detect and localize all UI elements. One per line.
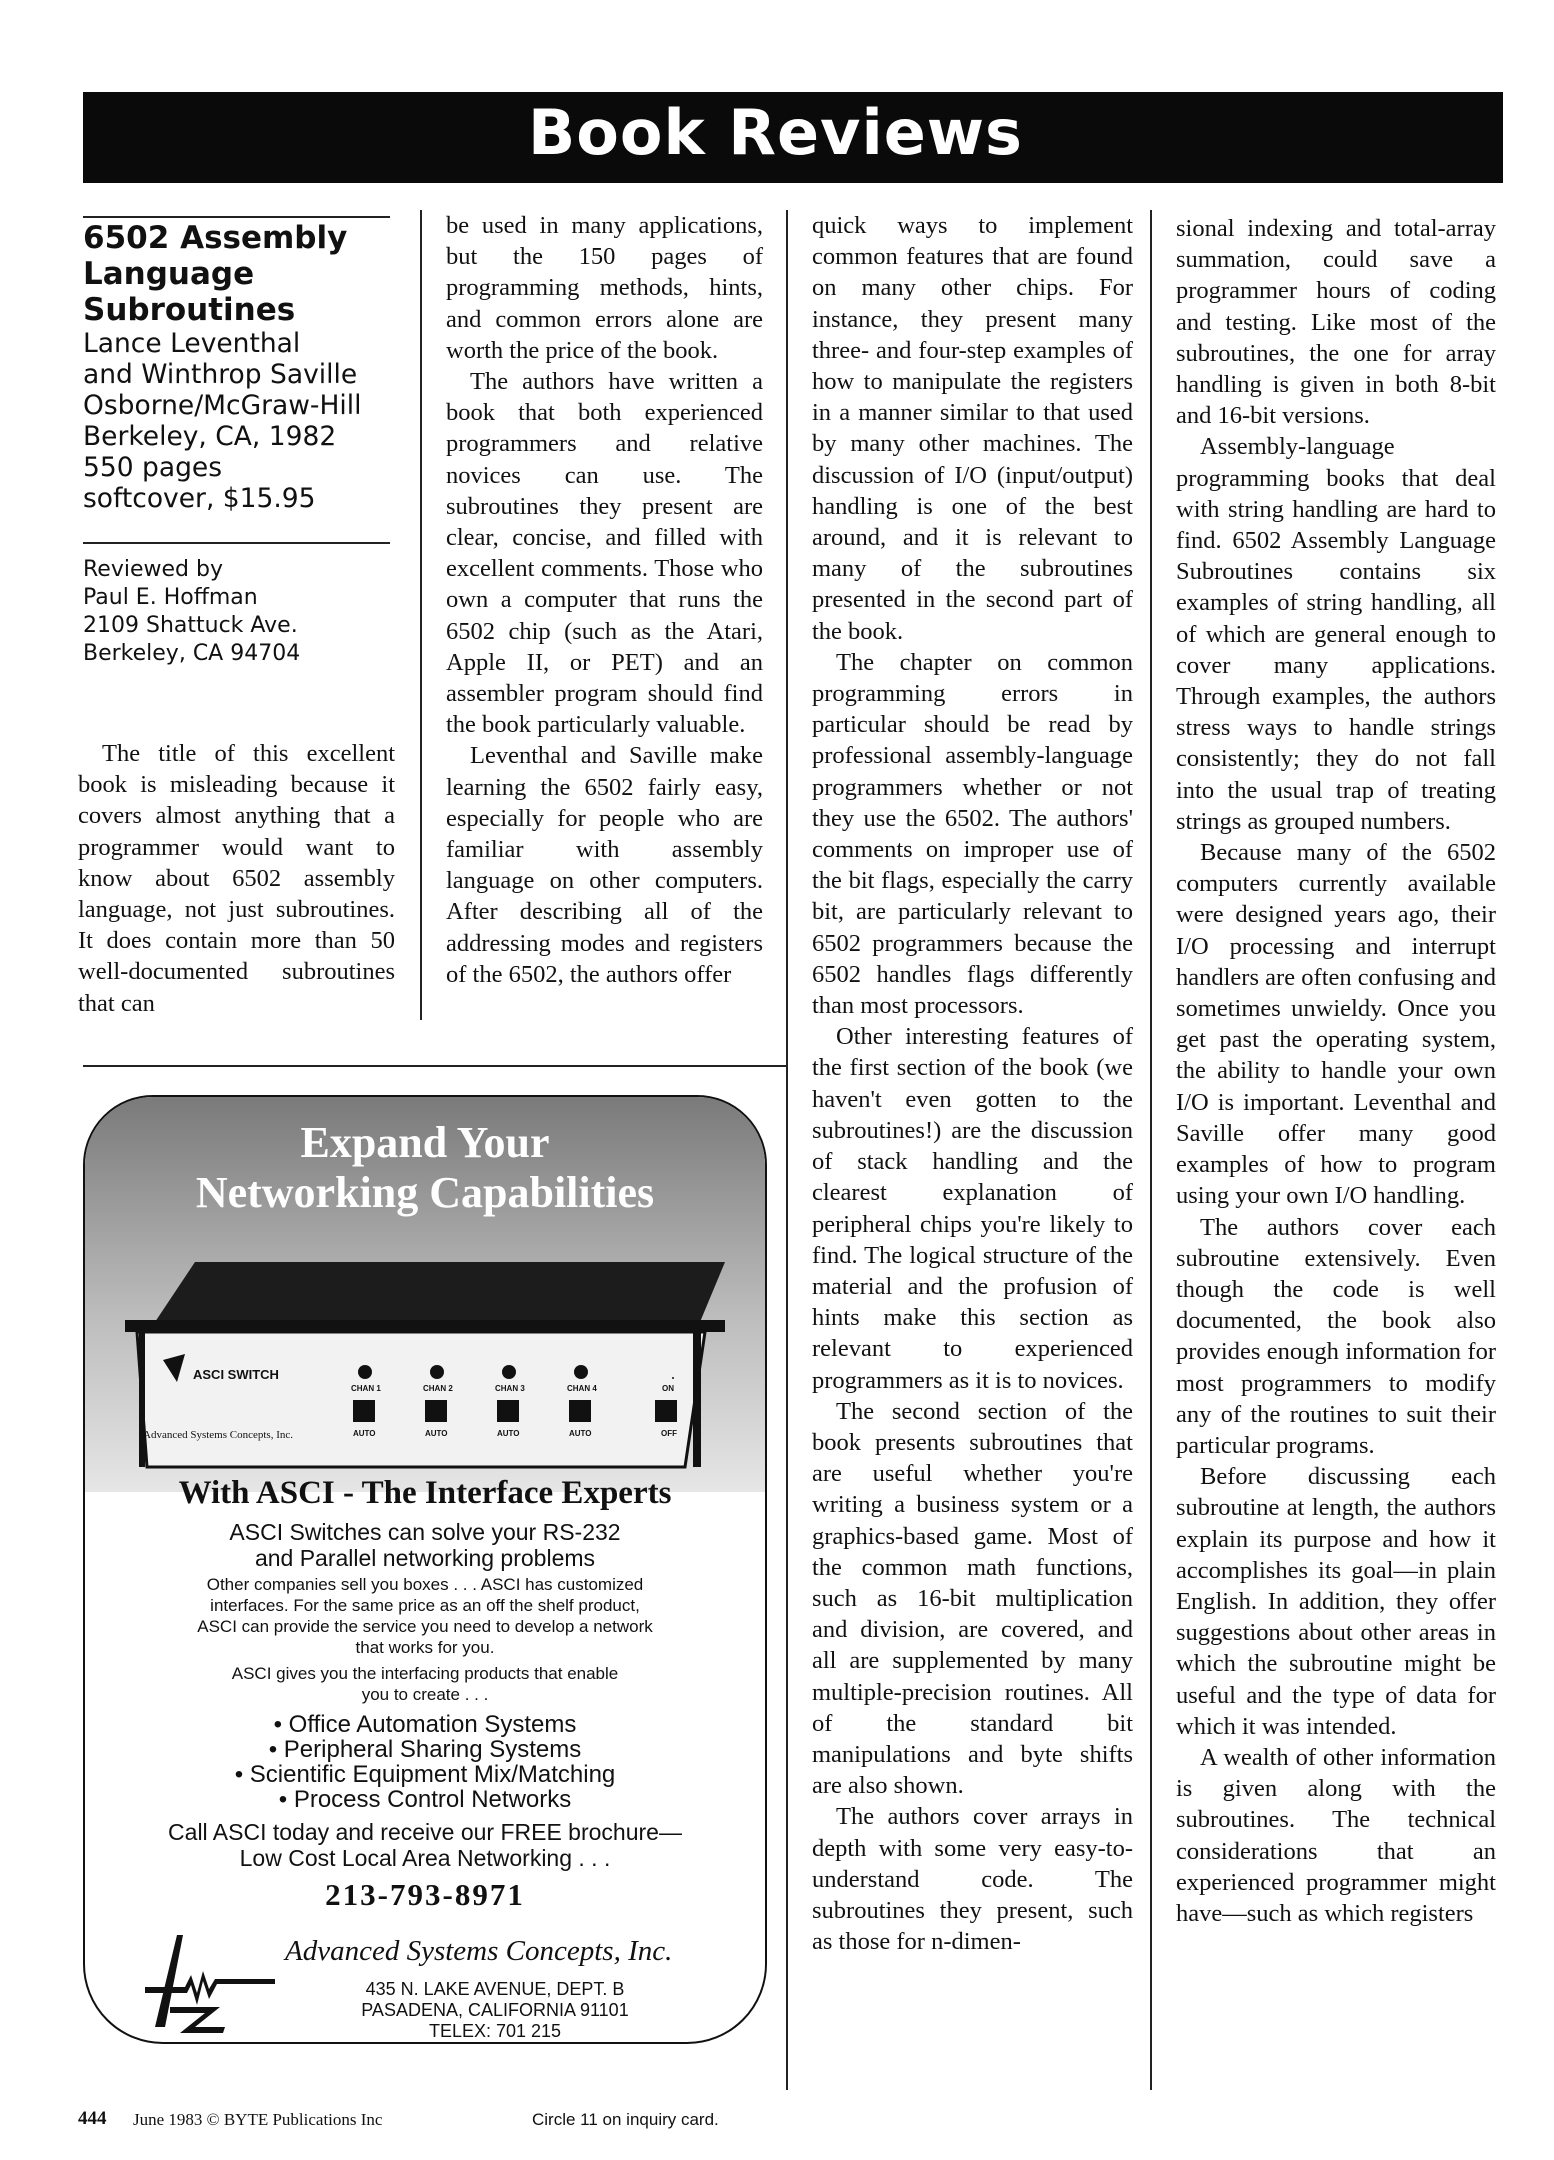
paragraph: A wealth of other information is given along with the subroutines. The technical considerations that an experienced programmer might have—such as which registers bbox=[1176, 1743, 1496, 1927]
ad-subheading: and Parallel networking problems bbox=[254, 1545, 596, 1571]
ad-company: Advanced Systems Concepts, Inc. bbox=[285, 1935, 673, 1967]
reviewer-line: 2109 Shattuck Ave. bbox=[83, 613, 298, 638]
book-title-line: 6502 Assembly bbox=[83, 220, 348, 256]
ad-body-line: Other companies sell you boxes . . . ASCI has customized bbox=[206, 1575, 644, 1594]
switch-device-illustration bbox=[125, 1252, 725, 1477]
paragraph: The authors have written a book that both experienced programmers and relative novices can use. The subroutines they present are clear, concise, and filled with excellent comments. Those who own a computer that runs the 6502 chip (such as the Atari, Apple II, or PET) and an assembler program should find the book particularly valuable. bbox=[446, 368, 763, 739]
switch-label: AUTO bbox=[497, 1429, 520, 1438]
article-column-3 bbox=[812, 210, 1133, 1957]
book-info bbox=[83, 220, 390, 514]
channel-label: ON bbox=[662, 1384, 674, 1393]
ad-bullet: • Scientific Equipment Mix/Matching bbox=[234, 1761, 616, 1788]
paragraph: Leventhal and Saville make learning the 6502 fairly easy, especially for people who are familiar with assembly language on other computers. After describing all of the addressing modes and registers of the 6502, the authors offer bbox=[446, 742, 763, 988]
book-info-line: Berkeley, CA, 1982 bbox=[83, 421, 337, 452]
book-info-line: 550 pages bbox=[83, 452, 222, 483]
ad-bullet: • Process Control Networks bbox=[278, 1786, 572, 1813]
ad-bullet: • Peripheral Sharing Systems bbox=[268, 1736, 582, 1763]
book-title-line: Subroutines bbox=[83, 292, 296, 328]
ad-cta-line: Low Cost Local Area Networking . . . bbox=[239, 1845, 611, 1871]
book-info-line: and Winthrop Saville bbox=[83, 359, 358, 390]
article-column-1 bbox=[78, 738, 395, 1019]
paragraph: The second section of the book presents subroutines that are useful whether you're writing a business system or a graphics-based game. Most of the common math functions, such as 16-bit multiplication and division, are covered, and all are supplemented by many multiple-precision routines. All of the standard bit manipulations and byte shifts are also shown. bbox=[812, 1397, 1133, 1800]
advertisement bbox=[83, 1095, 767, 2044]
bookinfo-bottom-rule bbox=[83, 542, 390, 544]
switch-label: AUTO bbox=[425, 1429, 448, 1438]
ad-bullet: • Office Automation Systems bbox=[273, 1711, 577, 1738]
channel-label: CHAN 3 bbox=[495, 1384, 525, 1393]
paragraph: The authors cover each subroutine extensively. Even though the code is well documented, the book also provides enough information for most programmers to modify any of the routines to suit their particular programs. bbox=[1176, 1213, 1496, 1459]
paragraph: sional indexing and total-array summation, could save a programmer hours of coding and testing. Like most of the subroutines, the one for array handling is given in both 8-bit and 16-bit versions. bbox=[1176, 215, 1496, 430]
book-info-line: Osborne/McGraw-Hill bbox=[83, 390, 362, 421]
book-info-line: Lance Leventhal bbox=[83, 328, 301, 359]
inquiry-note: Circle 11 on inquiry card. bbox=[532, 2110, 719, 2129]
ad-headline-1: Expand Your bbox=[300, 1118, 550, 1167]
ad-body-line: interfaces. For the same price as an off the shelf product, bbox=[210, 1596, 640, 1615]
paragraph: Because many of the 6502 computers currently available were designed years ago, their I/O processing and interrupt handlers are often confusing and sometimes unwieldy. Once you get past the operating system, the ability to handle your own I/O is important. Leventhal and Saville offer many good examples of how to program using your own I/O handling. bbox=[1176, 839, 1496, 1210]
column-rule bbox=[1150, 210, 1152, 2090]
article-column-4 bbox=[1176, 213, 1496, 1929]
ad-subheading: ASCI Switches can solve your RS-232 bbox=[229, 1519, 621, 1545]
column-rule bbox=[786, 210, 788, 2090]
paragraph: be used in many applications, but the 150 pages of programming methods, hints, and common errors alone are worth the price of the book. bbox=[446, 212, 763, 364]
paragraph: quick ways to implement common features that are found on many other chips. For instance, they present many three- and four-step examples of how to manipulate the registers in a manner similar to that used by many other machines. The discussion of I/O (input/output) handling is one of the best around, and it is relevant to many of the subroutines presented in the second part of the book. bbox=[812, 212, 1133, 645]
switch-label: OFF bbox=[661, 1429, 677, 1438]
reviewer-info bbox=[83, 556, 390, 668]
reviewer-line: Berkeley, CA 94704 bbox=[83, 641, 301, 666]
ad-body-line: you to create . . . bbox=[361, 1685, 489, 1704]
book-info-line: softcover, $15.95 bbox=[83, 483, 316, 514]
issue-line: June 1983 © BYTE Publications Inc bbox=[133, 2110, 383, 2129]
paragraph: Assembly-language programming books that deal with string handling are hard to find. 6502 Assembly Language Subroutines contains six examples of string handling, all of which are general enough to cover many applications. Through examples, the authors stress ways to handle strings consistently; they do not fall into the usual trap of treating strings as grouped numbers. bbox=[1176, 433, 1496, 835]
switch-label: AUTO bbox=[569, 1429, 592, 1438]
ad-body-line: ASCI can provide the service you need to develop a network bbox=[197, 1617, 653, 1636]
switch-label: AUTO bbox=[353, 1429, 376, 1438]
channel-label: CHAN 4 bbox=[567, 1384, 597, 1393]
paragraph: The chapter on common programming errors in particular should be read by professional assembly-language programmers whether or not they use the 6502. The authors' comments on improper use of the bit flags, especially the carry bit, are particularly relevant to 6502 programmers because the 6502 handles flags differently than most processors. bbox=[812, 648, 1133, 1020]
asc-logo-icon bbox=[125, 1927, 285, 2037]
channel-label: CHAN 1 bbox=[351, 1384, 381, 1393]
ad-cta-line: Call ASCI today and receive our FREE brochure— bbox=[168, 1819, 682, 1845]
paragraph: Before discussing each subroutine at length, the authors explain its purpose and how it accomplishes its goal—in plain English. In addition, they offer suggestions about other areas in which the subroutine might be useful and the type of data for which it was intended. bbox=[1176, 1463, 1496, 1740]
header-banner bbox=[83, 92, 1503, 183]
device-label: ASCI SWITCH bbox=[193, 1367, 279, 1382]
paragraph: The title of this excellent book is misleading because it covers almost anything that a programmer would want to know about 6502 assembly language, not just subroutines. It does contain more than 50 well-documented subroutines that can bbox=[78, 740, 395, 1017]
reviewer-line: Paul E. Hoffman bbox=[83, 585, 258, 610]
book-title-line: Language bbox=[83, 256, 255, 292]
device-company: Advanced Systems Concepts, Inc. bbox=[143, 1429, 293, 1441]
paragraph: Other interesting features of the first section of the book (we haven't even gotten to the subroutines!) are the discussion of stack handling and the clearest explanation of peripheral chips you're likely to find. The logical structure of the material and the profusion of hints make this section as relevant to experienced programmers as it is to novices. bbox=[812, 1023, 1133, 1394]
ad-body-line: that works for you. bbox=[355, 1638, 495, 1657]
article-column-2 bbox=[446, 210, 763, 990]
paragraph: The authors cover arrays in depth with some very easy-to-understand code. The subroutines they present, such as those for n-dimen- bbox=[812, 1803, 1133, 1956]
ad-top-rule bbox=[83, 1065, 786, 1067]
ad-tagline: With ASCI - The Interface Experts bbox=[178, 1475, 672, 1511]
ad-body-line: ASCI gives you the interfacing products that enable bbox=[231, 1664, 619, 1683]
ad-headline-2: Networking Capabilities bbox=[195, 1168, 655, 1217]
bookinfo-top-rule bbox=[83, 216, 390, 218]
section-title: Book Reviews bbox=[528, 96, 1023, 169]
ad-phone: 213-793-8971 bbox=[325, 1877, 525, 1912]
ad-address-line: 435 N. LAKE AVENUE, DEPT. B bbox=[365, 1979, 625, 1999]
ad-address-line: TELEX: 701 215 bbox=[428, 2021, 562, 2041]
column-rule bbox=[420, 210, 422, 1020]
channel-label: CHAN 2 bbox=[423, 1384, 453, 1393]
page-number: 444 bbox=[78, 2108, 107, 2129]
reviewer-line: Reviewed by bbox=[83, 557, 223, 582]
ad-address-line: PASADENA, CALIFORNIA 91101 bbox=[361, 2000, 629, 2020]
